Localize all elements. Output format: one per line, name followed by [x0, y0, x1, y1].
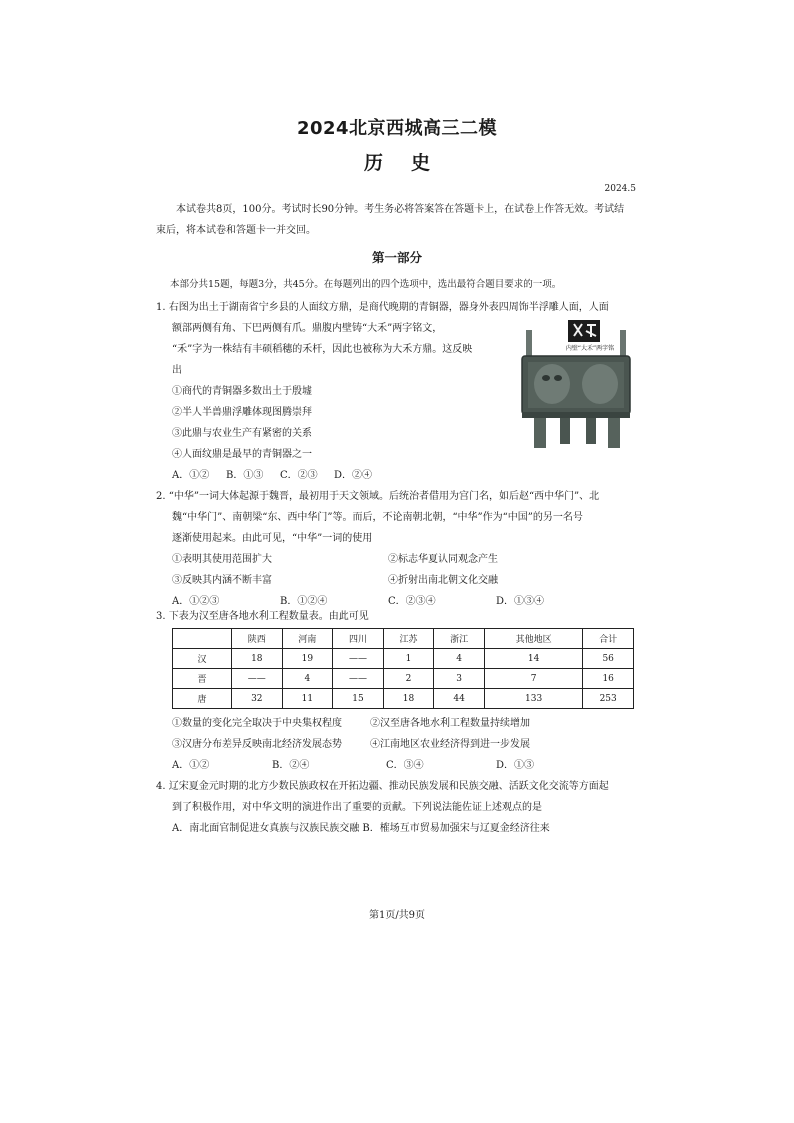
- table-row: [173, 689, 634, 709]
- table-cell: 1: [383, 649, 434, 669]
- q3-line-1: 3. 下表为汉至唐各地水利工程数量表。由此可见: [156, 611, 369, 622]
- table-cell: ——: [333, 669, 384, 689]
- q1-option-2: ②半人半兽鼎浮雕体现图腾崇拜: [172, 407, 312, 418]
- page-footer: 第1页/共9页: [368, 910, 426, 921]
- intro-line-2: 束后，将本试卷和答题卡一并交回。: [156, 225, 316, 236]
- q3-option-4: ④江南地区农业经济得到进一步发展: [370, 739, 530, 750]
- table-header-cell: 江苏: [383, 629, 434, 649]
- table-cell: ——: [333, 649, 384, 669]
- table-cell: 253: [583, 689, 634, 709]
- q1-choice-c: C．②③: [280, 470, 318, 481]
- q2-option-2: ②标志华夏认同观念产生: [388, 554, 498, 565]
- q2-choice-a: A．①②③: [172, 596, 220, 607]
- table-cell: 32: [232, 689, 283, 709]
- q2-option-1: ①表明其使用范围扩大: [172, 554, 272, 565]
- irrigation-table: [172, 628, 634, 709]
- subject-text: 历史: [363, 152, 458, 174]
- q1-option-4: ④人面纹鼎是最早的青铜器之一: [172, 449, 312, 460]
- q3-choice-c: C．③④: [386, 760, 424, 771]
- bronze-ding-image: [512, 316, 640, 454]
- table-cell: 133: [484, 689, 582, 709]
- table-row: [173, 649, 634, 669]
- table-header-cell: 其他地区: [484, 629, 582, 649]
- q2-line-3: 逐渐使用起来。由此可见，“中华”一词的使用: [172, 533, 373, 544]
- q1-line-2: 额部两侧有角、下巴两侧有爪。鼎腹内壁铸“大禾”两字铭文，: [172, 323, 443, 334]
- intro-line-1: 本试卷共8页，100分。考试时长90分钟。考生务必将答案答在答题卡上，在试卷上作答无效。考试结: [176, 204, 625, 215]
- table-cell: 2: [383, 669, 434, 689]
- q3-option-2: ②汉至唐各地水利工程数量持续增加: [370, 718, 530, 729]
- q2-line-1: 2. “中华”一词大体起源于魏晋，最初用于天文领域。后统治者借用为宫门名，如后赵“西中华门”、北: [156, 491, 600, 502]
- q1-line-4: 出: [172, 365, 182, 376]
- table-cell: 4: [282, 669, 333, 689]
- table-cell: 3: [434, 669, 485, 689]
- q4-line-3: A．南北面官制促进女真族与汉族民族交融 B．榷场互市贸易加强宋与辽夏金经济往来: [172, 823, 550, 834]
- part1-title: 第一部分: [371, 250, 422, 265]
- q1-line-1: 1. 右图为出土于湖南省宁乡县的人面纹方鼎，是商代晚期的青铜器，器身外表四周饰半浮雕人面，人面: [156, 302, 609, 313]
- table-header-cell: 合计: [583, 629, 634, 649]
- q2-line-2: 魏“中华门”、南朝梁“东、西中华门”等。而后，不论南朝北朝，“中华”作为“中国”的另一名号: [172, 512, 583, 523]
- table-cell: 44: [434, 689, 485, 709]
- table-cell: 16: [583, 669, 634, 689]
- table-cell: 19: [282, 649, 333, 669]
- q1-choice-d: D．②④: [334, 470, 373, 481]
- table-cell: 56: [583, 649, 634, 669]
- table-header-row: [173, 629, 634, 649]
- q1-line-3: “禾”字为一株结有丰硕稻穗的禾杆，因此也被称为大禾方鼎。这反映: [172, 344, 473, 355]
- table-cell: 18: [383, 689, 434, 709]
- q4-line-1: 4. 辽宋夏金元时期的北方少数民族政权在开拓边疆、推动民族发展和民族交融、活跃文化交流等方面起: [156, 781, 609, 792]
- part1-instruction: 本部分共15题，每题3分，共45分。在每题列出的四个选项中，选出最符合题目要求的一项。: [170, 279, 562, 290]
- table-header-cell: 陕西: [232, 629, 283, 649]
- q3-choice-d: D．①③: [496, 760, 535, 771]
- q3-option-1: ①数量的变化完全取决于中央集权程度: [172, 718, 342, 729]
- ding-caption: 内壁“大禾”两字铭: [565, 345, 615, 352]
- table-header-cell: 浙江: [434, 629, 485, 649]
- table-cell: 7: [484, 669, 582, 689]
- table-row: [173, 669, 634, 689]
- q3-choice-a: A．①②: [172, 760, 210, 771]
- table-cell: 18: [232, 649, 283, 669]
- q1-option-3: ③此鼎与农业生产有紧密的关系: [172, 428, 312, 439]
- q2-option-4: ④折射出南北朝文化交融: [388, 575, 498, 586]
- q1-option-1: ①商代的青铜器多数出土于殷墟: [172, 386, 312, 397]
- table-header-cell: 四川: [333, 629, 384, 649]
- q2-option-3: ③反映其内涵不断丰富: [172, 575, 272, 586]
- q1-choice-a: A．①②: [172, 470, 210, 481]
- table-cell: 14: [484, 649, 582, 669]
- q2-choice-b: B．①②④: [280, 596, 328, 607]
- q2-choice-d: D．①③④: [496, 596, 545, 607]
- table-header-cell: 河南: [282, 629, 333, 649]
- table-cell: 11: [282, 689, 333, 709]
- table-cell: ——: [232, 669, 283, 689]
- q1-choice-b: B．①③: [226, 470, 264, 481]
- q4-line-2: 到了积极作用，对中华文明的演进作出了重要的贡献。下列说法能佐证上述观点的是: [172, 802, 542, 813]
- exam-date: 2024.5: [604, 184, 636, 194]
- exam-title: 2024北京西城高三二模: [296, 118, 498, 139]
- q3-choice-b: B．②④: [272, 760, 310, 771]
- table-cell: 汉: [173, 649, 232, 669]
- table-cell: 4: [434, 649, 485, 669]
- subject-title: [0, 148, 794, 175]
- table-cell: 15: [333, 689, 384, 709]
- table-cell: 晋: [173, 669, 232, 689]
- q3-option-3: ③汉唐分布差异反映南北经济发展态势: [172, 739, 342, 750]
- q2-choice-c: C．②③④: [388, 596, 436, 607]
- table-header-cell: [173, 629, 232, 649]
- table-cell: 唐: [173, 689, 232, 709]
